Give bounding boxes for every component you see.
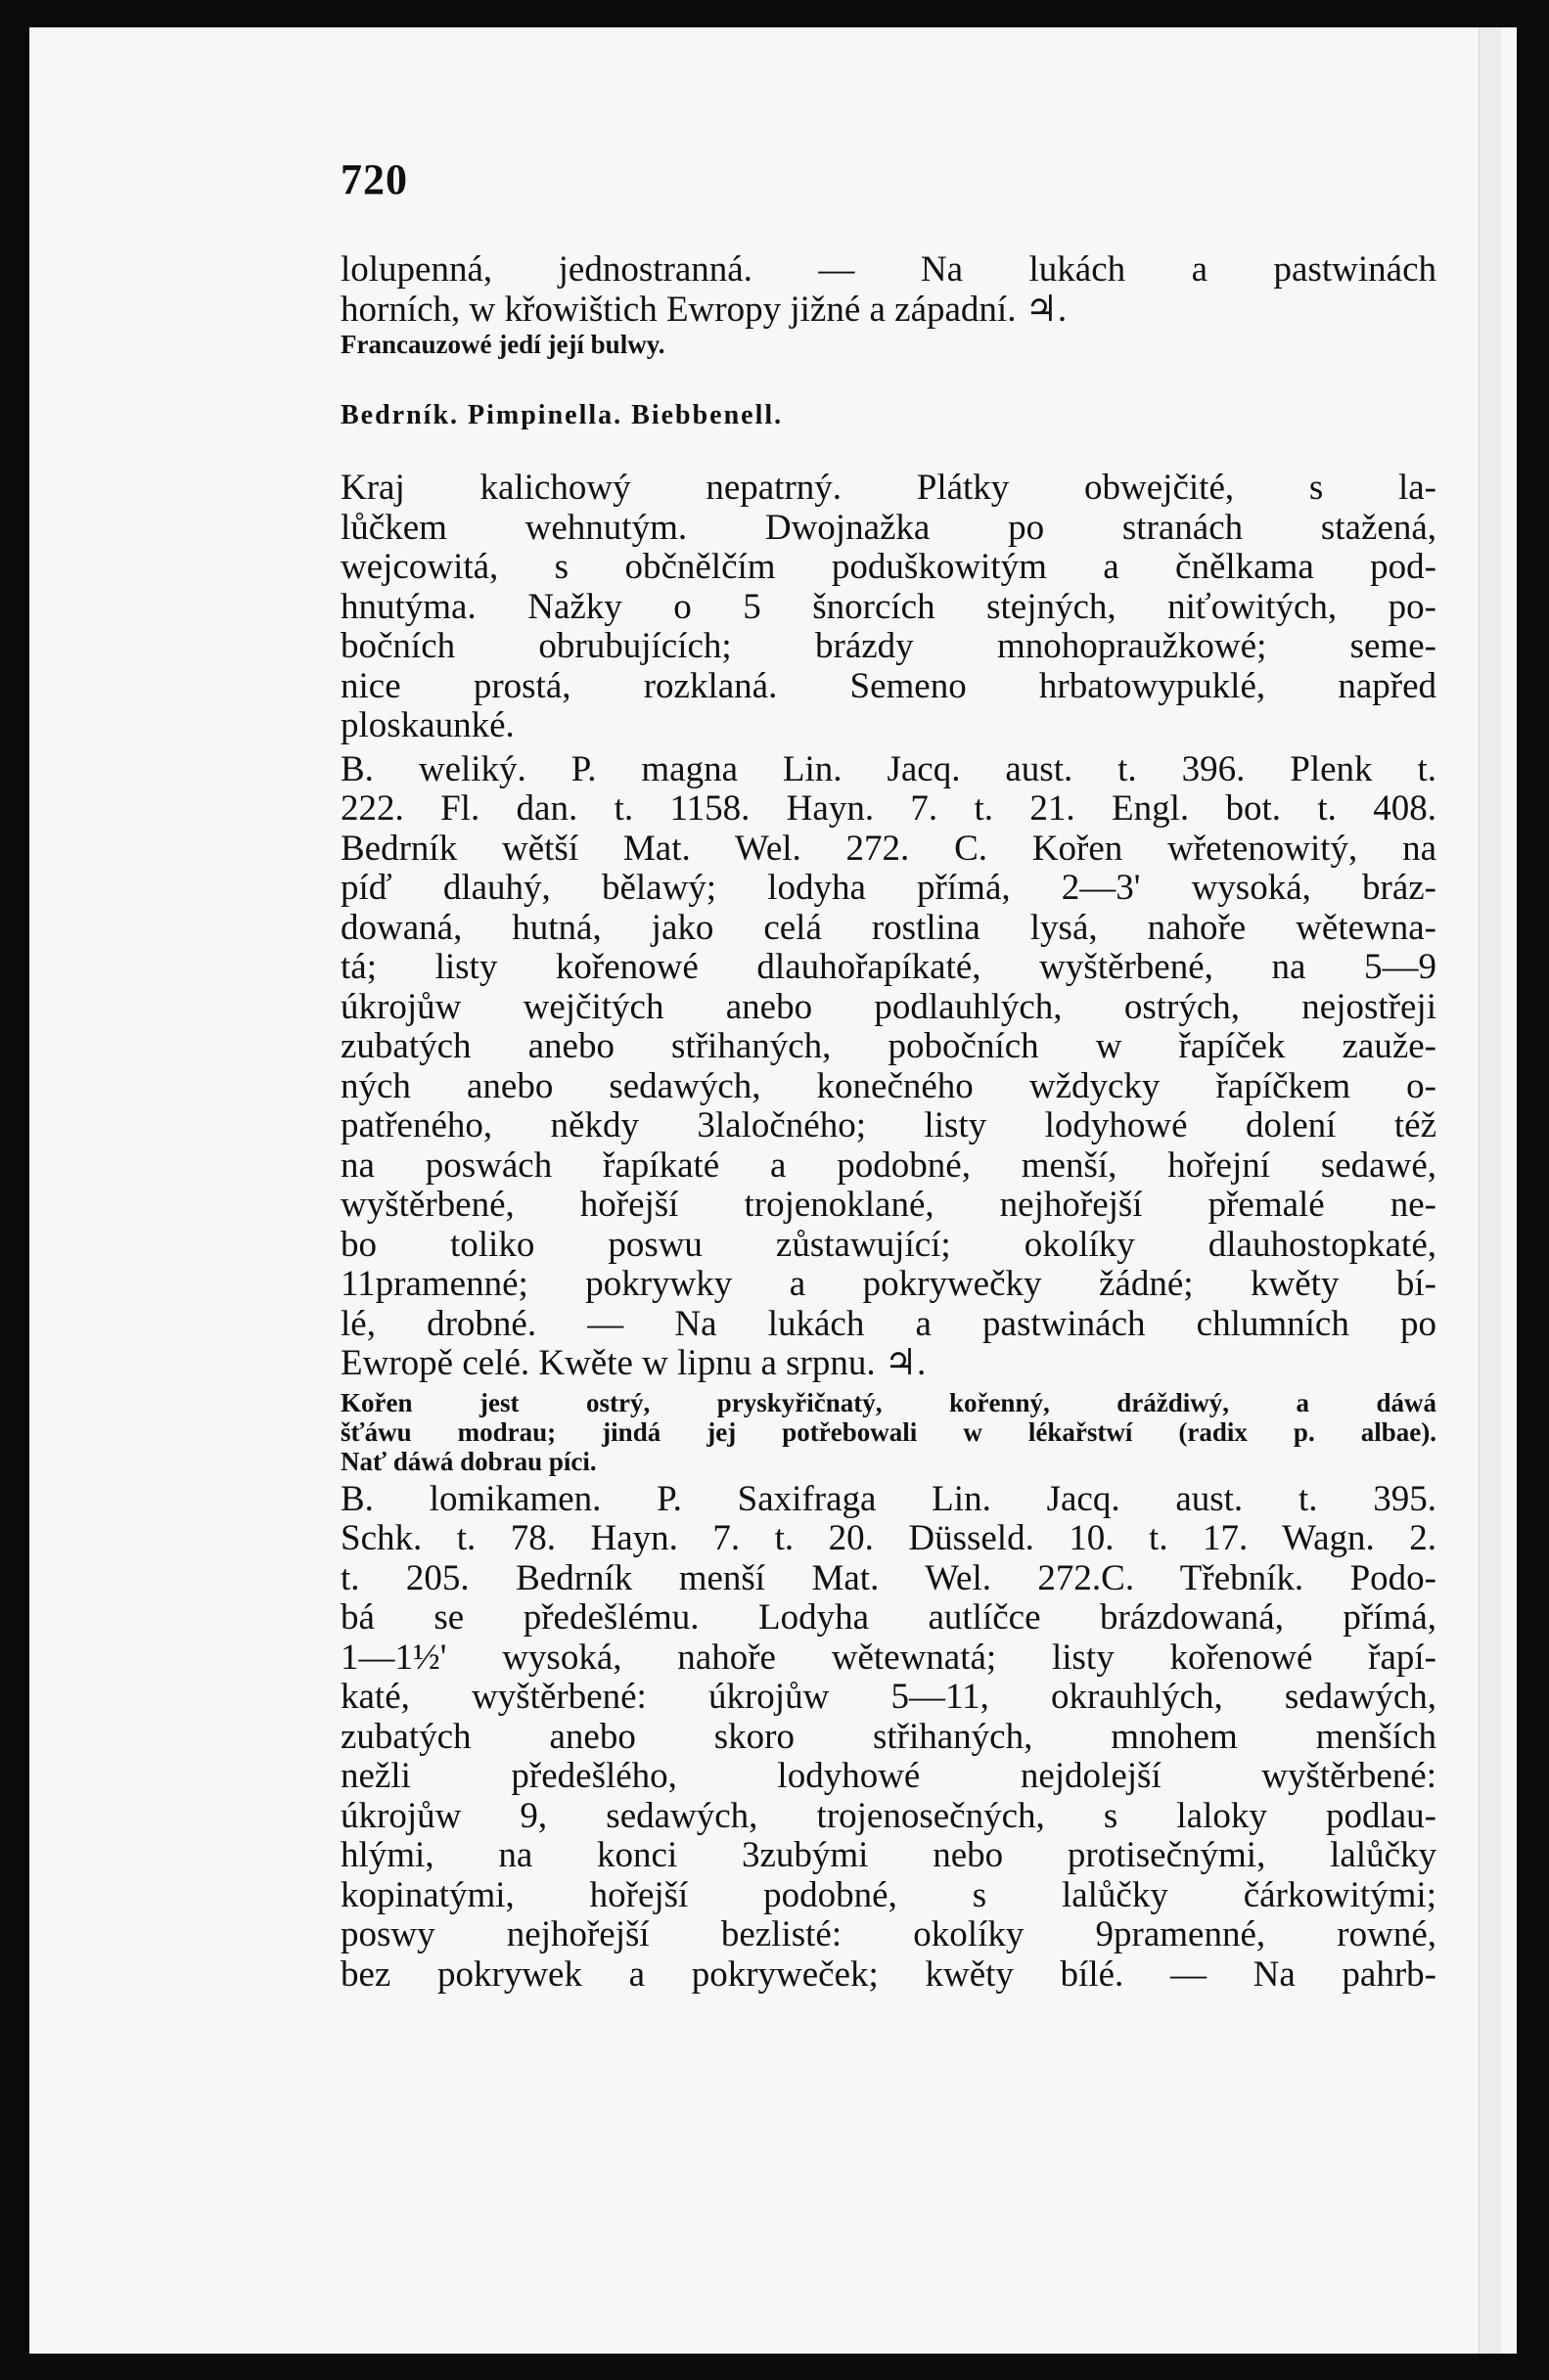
- text-line: 11pramenné; pokrywky a pokrywečky žádné; kwěty bí-: [341, 1265, 1436, 1304]
- note-line: Nať dáwá dobrau píci.: [341, 1446, 597, 1476]
- text-line: Ewropě celé. Kwěte w lipnu a srpnu. ♃.: [341, 1344, 927, 1383]
- text-line: B. weliký. P. magna Lin. Jacq. aust. t. 396. Plenk t.: [341, 749, 1436, 789]
- page-edge: [1479, 27, 1501, 2354]
- text-line: 1—1½' wysoká, nahoře wětewnatá; listy kořenowé řapí-: [341, 1638, 1436, 1678]
- text-line: Kraj kalichowý nepatrný. Plátky obwejčité, s la-: [341, 469, 1436, 508]
- book-page: [29, 27, 1517, 2354]
- intro-paragraph: [341, 250, 1436, 330]
- text-line: na poswách řapíkaté a podobné, menší, hořejní sedawé,: [341, 1145, 1436, 1186]
- text-line: bočních obrubujících; brázdy mnohopraužkowé; seme-: [341, 627, 1436, 666]
- species-lomikamen: [341, 1480, 1436, 1996]
- note-line: Kořen jest ostrý, pryskyřičnatý, kořenný, dráždiwý, a dáwá: [341, 1387, 1436, 1417]
- text-line: tá; listy kořenowé dlauhořapíkaté, wyštěrbené, na 5—9: [341, 948, 1436, 987]
- text-line: bá se předešlému. Lodyha autlíčce brázdowaná, přímá,: [341, 1598, 1436, 1638]
- text-line: wyštěrbené, hořejší trojenoklané, nejhořejší přemalé ne-: [341, 1186, 1436, 1225]
- text-line: nice prostá, rozklaná. Semeno hrbatowypuklé, napřed: [341, 666, 1436, 706]
- text-line: horních, w křowištich Ewropy jižné a západní. ♃.: [341, 290, 1068, 330]
- text-line: bo toliko poswu zůstawující; okolíky dlauhostopkaté,: [341, 1225, 1436, 1265]
- genus-description: [341, 469, 1436, 746]
- note-line: šťáwu modrau; jindá jej potřebowali w lékařstwí (radix p. albae).: [341, 1416, 1436, 1447]
- text-line: Bedrník wětší Mat. Wel. 272. C. Kořen wřetenowitý, na: [341, 829, 1436, 869]
- text-line: B. lomikamen. P. Saxifraga Lin. Jacq. aust. t. 395.: [341, 1479, 1436, 1519]
- page-number: 720: [341, 156, 408, 203]
- species-weliky-note: [341, 1388, 1436, 1476]
- text-line: ploskaunké.: [341, 706, 515, 745]
- text-line: poswy nejhořejší bezlisté: okolíky 9pramenné, rowné,: [341, 1915, 1436, 1954]
- text-line: t. 205. Bedrník menší Mat. Wel. 272.C. Třebník. Podo-: [341, 1558, 1436, 1598]
- text-line: katé, wyštěrbené: úkrojůw 5—11, okrauhlých, sedawých,: [341, 1678, 1436, 1717]
- text-line: dowaná, hutná, jako celá rostlina lysá, nahoře wětewna-: [341, 908, 1436, 948]
- text-line: úkrojůw 9, sedawých, trojenosečných, s laloky podlau-: [341, 1796, 1436, 1836]
- text-line: hnutýma. Nažky o 5 šnorcích stejných, niťowitých, po-: [341, 587, 1436, 627]
- text-line: píď dlauhý, bělawý; lodyha přímá, 2—3' wysoká, bráz-: [341, 869, 1436, 908]
- text-line: bez pokrywek a pokryweček; kwěty bílé. — Na pahrb-: [341, 1954, 1436, 1995]
- species-weliky: [341, 750, 1436, 1384]
- text-line: zubatých anebo střihaných, pobočních w řapíček zauže-: [341, 1027, 1436, 1066]
- text-line: Schk. t. 78. Hayn. 7. t. 20. Düsseld. 10. t. 17. Wagn. 2.: [341, 1519, 1436, 1558]
- text-line: kopinatými, hořejší podobné, s lalůčky čárkowitými;: [341, 1875, 1436, 1915]
- text-line: lé, drobné. — Na lukách a pastwinách chlumních po: [341, 1304, 1436, 1344]
- text-column: [341, 250, 1436, 1995]
- text-line: zubatých anebo skoro střihaných, mnohem menších: [341, 1717, 1436, 1757]
- text-line: lůčkem wehnutým. Dwojnažka po stranách stažená,: [341, 508, 1436, 548]
- text-line: úkrojůw wejčitých anebo podlauhlých, ostrých, nejostřeji: [341, 987, 1436, 1027]
- section-title: Bedrník. Pimpinella. Biebbenell.: [341, 400, 784, 430]
- text-line: lolupenná, jednostranná. — Na lukách a pastwinách: [341, 250, 1436, 290]
- text-line: 222. Fl. dan. t. 1158. Hayn. 7. t. 21. Engl. bot. t. 408.: [341, 789, 1436, 829]
- intro-note: [341, 330, 1436, 359]
- text-line: hlými, na konci 3zubými nebo protisečnými, lalůčky: [341, 1836, 1436, 1875]
- note-line: Francauzowé jedí její bulwy.: [341, 330, 665, 359]
- text-line: nežli předešlého, lodyhowé nejdolejší wyštěrbené:: [341, 1757, 1436, 1796]
- text-line: ných anebo sedawých, konečného wždycky řapíčkem o-: [341, 1066, 1436, 1106]
- text-line: wejcowitá, s občnělčím poduškowitým a čnělkama pod-: [341, 548, 1436, 587]
- text-line: patřeného, někdy 3laločného; listy lodyhowé dolení též: [341, 1106, 1436, 1145]
